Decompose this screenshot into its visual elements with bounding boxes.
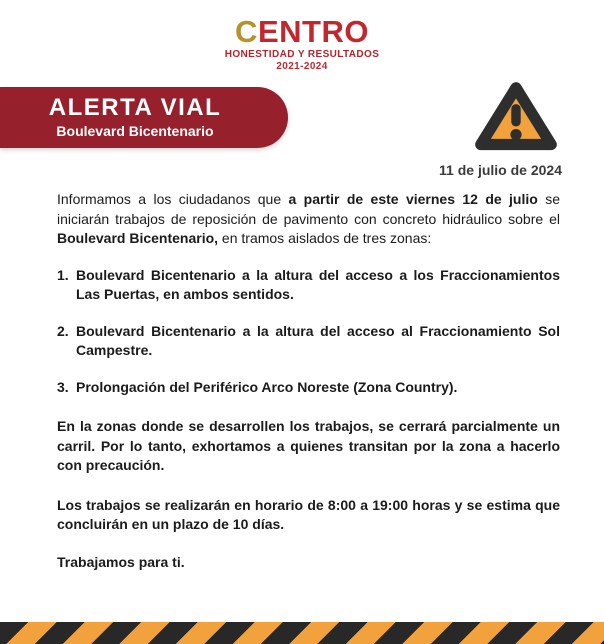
list-item-text: Boulevard Bicentenario a la altura del acceso al Fraccionamiento Sol Campestre. bbox=[76, 322, 560, 358]
alert-header-row bbox=[0, 85, 604, 149]
logo-brand-initial: C bbox=[235, 14, 258, 49]
lane-closure-paragraph: En la zonas donde se desarrollen los trabajos, se cerrará parcialmente un carril. Por lo tanto, exhortamos a quienes transitan por la zona a hacerlo con precaución. bbox=[57, 418, 560, 473]
logo-brand bbox=[0, 16, 604, 47]
logo-brand-rest: ENTRO bbox=[257, 14, 369, 49]
notice-date: 11 de julio de 2024 bbox=[439, 162, 562, 178]
logo-tagline: HONESTIDAD Y RESULTADOS bbox=[224, 49, 380, 60]
intro-segment: Informamos a los ciudadanos que bbox=[57, 191, 289, 207]
centro-logo bbox=[0, 0, 604, 72]
list-item bbox=[57, 266, 560, 305]
notice-body bbox=[0, 178, 604, 572]
alert-banner bbox=[0, 87, 288, 148]
list-item bbox=[57, 322, 560, 361]
list-item-text: Prolongación del Periférico Arco Noreste (Zona Country). bbox=[76, 378, 458, 395]
hazard-stripe bbox=[0, 622, 604, 644]
list-item-number: 3. bbox=[57, 378, 69, 395]
logo-period: 2021-2024 bbox=[276, 61, 328, 72]
alert-banner-title: ALERTA VIAL bbox=[48, 94, 222, 122]
list-item-number: 1. bbox=[57, 266, 69, 283]
schedule-paragraph: Los trabajos se realizarán en horario de 8:00 a 19:00 horas y se estima que concluirán en un plazo de 10 días. bbox=[57, 496, 560, 532]
intro-segment-bold: a partir de este viernes 12 de julio bbox=[288, 191, 538, 207]
zones-list bbox=[57, 266, 560, 398]
alert-banner-subtitle: Boulevard Bicentenario bbox=[56, 122, 214, 139]
list-item bbox=[57, 378, 560, 398]
list-item-text: Boulevard Bicentenario a la altura del acceso a los Fraccionamientos Las Puertas, en ambos sentidos. bbox=[76, 266, 560, 302]
intro-segment-bold: Boulevard Bicentenario, bbox=[57, 230, 219, 246]
intro-segment: en tramos aislados de tres zonas: bbox=[218, 230, 432, 246]
list-item-number: 2. bbox=[57, 322, 69, 339]
intro-paragraph bbox=[57, 190, 560, 249]
warning-triangle-icon bbox=[470, 79, 562, 155]
intro-segment: se iniciarán trabajos de reposición de pavimento con concreto hidráulico sobre el bbox=[57, 191, 560, 227]
closing-tagline: Trabajamos para ti. bbox=[57, 553, 185, 570]
